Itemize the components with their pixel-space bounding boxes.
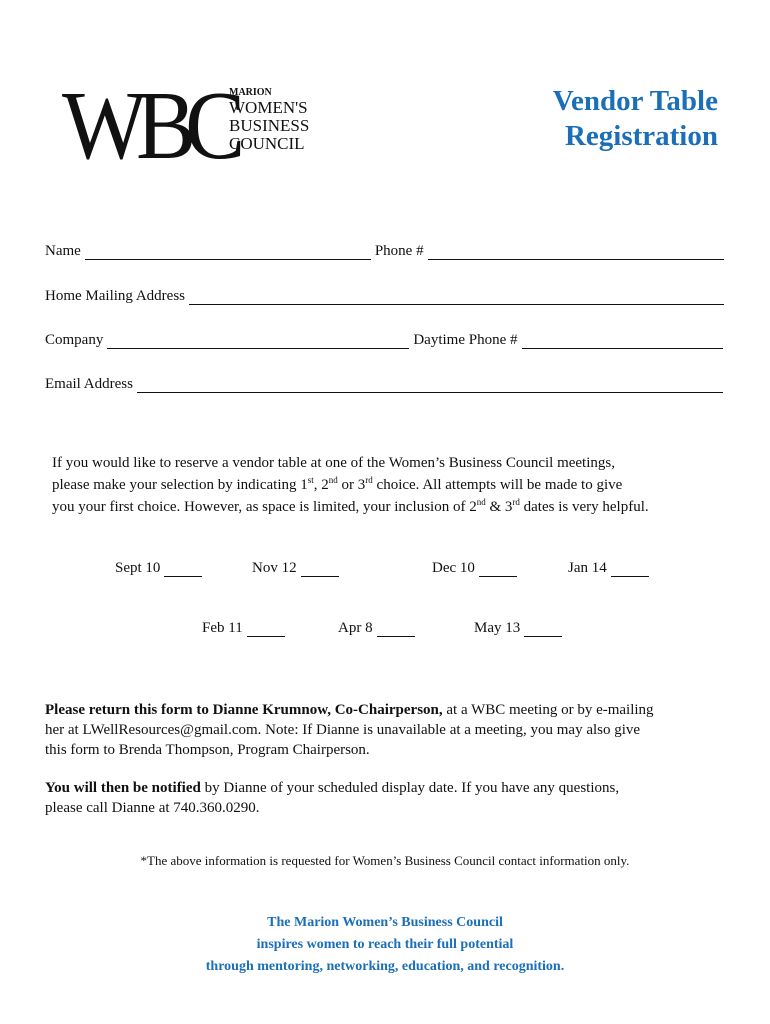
date-choice-field[interactable] bbox=[611, 562, 649, 577]
date-label: Nov 12 bbox=[252, 560, 297, 576]
intro-text-3b: & 3 bbox=[485, 499, 513, 515]
date-label: Feb 11 bbox=[202, 620, 243, 636]
sup-st: st bbox=[307, 475, 314, 485]
sup-nd-2: nd bbox=[476, 497, 486, 507]
date-apr-8 bbox=[338, 620, 415, 637]
company-label: Company bbox=[45, 332, 104, 348]
date-dec-10 bbox=[432, 560, 517, 577]
disclaimer: *The above information is requested for Women’s Business Council contact information only. bbox=[140, 853, 630, 868]
email-label: Email Address bbox=[45, 376, 133, 392]
date-nov-12 bbox=[252, 560, 339, 577]
intro-text-2b: , 2 bbox=[313, 477, 329, 493]
return-bold: Please return this form to Dianne Krumnow, Co-Chairperson, bbox=[45, 702, 443, 718]
date-jan-14 bbox=[568, 560, 649, 577]
sup-rd: rd bbox=[365, 475, 373, 485]
intro-line-3 bbox=[52, 496, 732, 518]
logo-line-3: COUNCIL bbox=[229, 134, 305, 153]
title-line-2: Registration bbox=[564, 120, 718, 152]
row-email bbox=[45, 371, 723, 393]
notify-line-1 bbox=[45, 778, 735, 798]
footer-line-1: The Marion Women’s Business Council bbox=[267, 915, 503, 930]
return-line-1 bbox=[45, 700, 735, 720]
footer-line-2: inspires women to reach their full potential bbox=[256, 937, 514, 952]
date-choice-field[interactable] bbox=[377, 622, 415, 637]
notify-line-2: please call Dianne at 740.360.0290. bbox=[45, 800, 260, 816]
page-title bbox=[553, 84, 718, 154]
return-instructions bbox=[45, 700, 735, 818]
return-text-1: at a WBC meeting or by e-mailing bbox=[442, 702, 654, 718]
name-field[interactable] bbox=[85, 244, 371, 260]
notify-text: by Dianne of your scheduled display date. If you have any questions, bbox=[200, 780, 620, 796]
return-line-2: her at LWellResources@gmail.com. Note: If Dianne is unavailable at a meeting, you may also give bbox=[45, 722, 641, 738]
intro-text-2a: please make your selection by indicating 1 bbox=[52, 477, 308, 493]
intro-paragraph bbox=[52, 452, 732, 518]
date-choice-field[interactable] bbox=[301, 562, 339, 577]
date-label: Dec 10 bbox=[432, 560, 475, 576]
spacer bbox=[45, 760, 735, 778]
date-may-13 bbox=[474, 620, 562, 637]
date-feb-11 bbox=[202, 620, 285, 637]
intro-text-3c: dates is very helpful. bbox=[519, 499, 649, 515]
row-company-daytime bbox=[45, 327, 723, 349]
date-label: May 13 bbox=[474, 620, 521, 636]
date-label: Sept 10 bbox=[115, 560, 161, 576]
date-choice-field[interactable] bbox=[479, 562, 517, 577]
date-choice-field[interactable] bbox=[164, 562, 202, 577]
logo-letters: WBC bbox=[62, 71, 235, 166]
intro-line-2 bbox=[52, 474, 732, 496]
date-choice-field[interactable] bbox=[247, 622, 285, 637]
logo-line-1: WOMEN'S bbox=[229, 98, 308, 117]
intro-text-3a: you your first choice. However, as space is limited, your inclusion of 2 bbox=[52, 499, 477, 515]
phone-field[interactable] bbox=[428, 244, 724, 260]
intro-text-2d: choice. All attempts will be made to give bbox=[372, 477, 623, 493]
name-label: Name bbox=[45, 243, 81, 259]
date-label: Jan 14 bbox=[568, 560, 607, 576]
home-address-label: Home Mailing Address bbox=[45, 288, 185, 304]
logo-line-2: BUSINESS bbox=[229, 116, 310, 135]
date-label: Apr 8 bbox=[338, 620, 373, 636]
intro-text-2c: or 3 bbox=[337, 477, 366, 493]
company-field[interactable] bbox=[107, 333, 409, 349]
row-home-address bbox=[45, 283, 724, 305]
sup-nd: nd bbox=[328, 475, 338, 485]
footer-mission bbox=[0, 912, 770, 978]
title-line-1: Vendor Table bbox=[552, 85, 718, 117]
return-line-3: this form to Brenda Thompson, Program Chairperson. bbox=[45, 742, 370, 758]
home-address-field[interactable] bbox=[189, 289, 724, 305]
date-choice-field[interactable] bbox=[524, 622, 562, 637]
daytime-phone-field[interactable] bbox=[522, 333, 724, 349]
daytime-phone-label: Daytime Phone # bbox=[413, 332, 518, 348]
phone-label: Phone # bbox=[374, 243, 424, 259]
footer-line-3: through mentoring, networking, education, and recognition. bbox=[205, 959, 565, 974]
email-field[interactable] bbox=[137, 377, 723, 393]
wbc-logo bbox=[62, 70, 332, 166]
logo-marion: MARION bbox=[229, 87, 272, 98]
intro-text-1: If you would like to reserve a vendor table at one of the Women’s Business Council meetings, bbox=[52, 455, 615, 471]
sup-rd-2: rd bbox=[512, 497, 520, 507]
intro-line-1 bbox=[52, 452, 732, 474]
row-name-phone bbox=[45, 238, 724, 260]
notify-bold: You will then be notified bbox=[45, 780, 201, 796]
date-sept-10 bbox=[115, 560, 202, 577]
